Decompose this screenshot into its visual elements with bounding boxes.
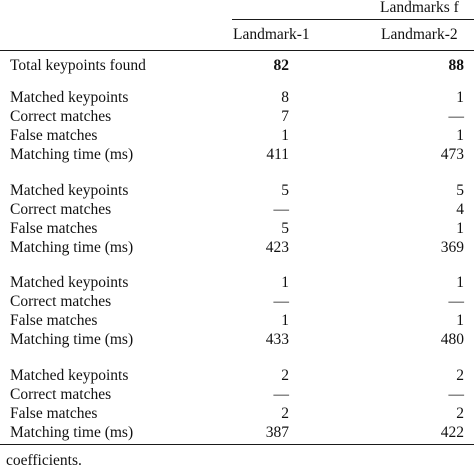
table-row [0, 366, 474, 385]
cell-landmark-2: 1 [456, 127, 464, 144]
bottom-rule [0, 444, 474, 445]
row-label: Total keypoints found [10, 57, 146, 74]
cell-landmark-2: 5 [456, 182, 464, 199]
cell-landmark-1: 433 [265, 331, 289, 348]
cell-landmark-1: 423 [265, 239, 289, 256]
row-label: False matches [10, 127, 98, 144]
table-row-total [0, 56, 474, 75]
row-label: Matching time (ms) [10, 239, 134, 256]
cell-landmark-2: 369 [440, 239, 464, 256]
row-label: Correct matches [10, 386, 112, 403]
cell-landmark-2: 1 [456, 89, 464, 106]
cell-landmark-2: 1 [456, 312, 464, 329]
table-row [0, 181, 474, 200]
row-label: Matching time (ms) [10, 424, 134, 441]
cell-landmark-1: 5 [281, 220, 289, 237]
cell-landmark-2: 2 [456, 367, 464, 384]
cell-landmark-1: — [273, 201, 289, 218]
group-rule [232, 19, 474, 20]
table-row [0, 423, 474, 442]
row-label: Matched keypoints [10, 89, 129, 106]
table-row [0, 404, 474, 423]
cell-landmark-2: — [448, 386, 464, 403]
cell-landmark-1: 411 [266, 146, 289, 163]
cell-landmark-1: 7 [281, 108, 289, 125]
row-label: Matching time (ms) [10, 146, 134, 163]
group-header: Landmarks f [380, 0, 459, 16]
table-caption: coefficients. [6, 452, 82, 469]
column-header-landmark-2: Landmark-2 [381, 26, 458, 43]
row-label: Matched keypoints [10, 274, 129, 291]
table-row [0, 273, 474, 292]
cell-landmark-1: 5 [281, 182, 289, 199]
table-row [0, 88, 474, 107]
column-header-landmark-1: Landmark-1 [233, 26, 310, 43]
row-label: Correct matches [10, 108, 112, 125]
cell-landmark-1: 387 [265, 424, 289, 441]
table-row [0, 219, 474, 238]
cell-landmark-2: 1 [456, 220, 464, 237]
header-rule [0, 50, 474, 51]
row-label: False matches [10, 312, 98, 329]
cell-landmark-1: — [273, 386, 289, 403]
table-row [0, 330, 474, 349]
cell-landmark-2: — [448, 293, 464, 310]
row-label: Matched keypoints [10, 367, 129, 384]
cell-landmark-1: 1 [281, 127, 289, 144]
table-row [0, 126, 474, 145]
cell-landmark-1: — [273, 293, 289, 310]
row-label: Correct matches [10, 201, 112, 218]
cell-landmark-2: 480 [440, 331, 464, 348]
cell-landmark-2: — [448, 108, 464, 125]
cell-landmark-2: 4 [456, 201, 464, 218]
table-row [0, 145, 474, 164]
row-label: False matches [10, 220, 98, 237]
cell-landmark-2: 88 [448, 57, 464, 74]
cell-landmark-2: 422 [440, 424, 464, 441]
table-row [0, 311, 474, 330]
row-label: False matches [10, 405, 98, 422]
table-row [0, 292, 474, 311]
table-row [0, 200, 474, 219]
cell-landmark-1: 82 [273, 57, 289, 74]
cell-landmark-1: 2 [281, 405, 289, 422]
cell-landmark-1: 8 [281, 89, 289, 106]
row-label: Correct matches [10, 293, 112, 310]
table-row [0, 238, 474, 257]
row-label: Matching time (ms) [10, 331, 134, 348]
cell-landmark-2: 473 [440, 146, 464, 163]
table-row [0, 107, 474, 126]
cell-landmark-1: 2 [281, 367, 289, 384]
cell-landmark-2: 1 [456, 274, 464, 291]
row-label: Matched keypoints [10, 182, 129, 199]
cell-landmark-1: 1 [281, 312, 289, 329]
cell-landmark-1: 1 [281, 274, 289, 291]
cell-landmark-2: 2 [456, 405, 464, 422]
table-row [0, 385, 474, 404]
